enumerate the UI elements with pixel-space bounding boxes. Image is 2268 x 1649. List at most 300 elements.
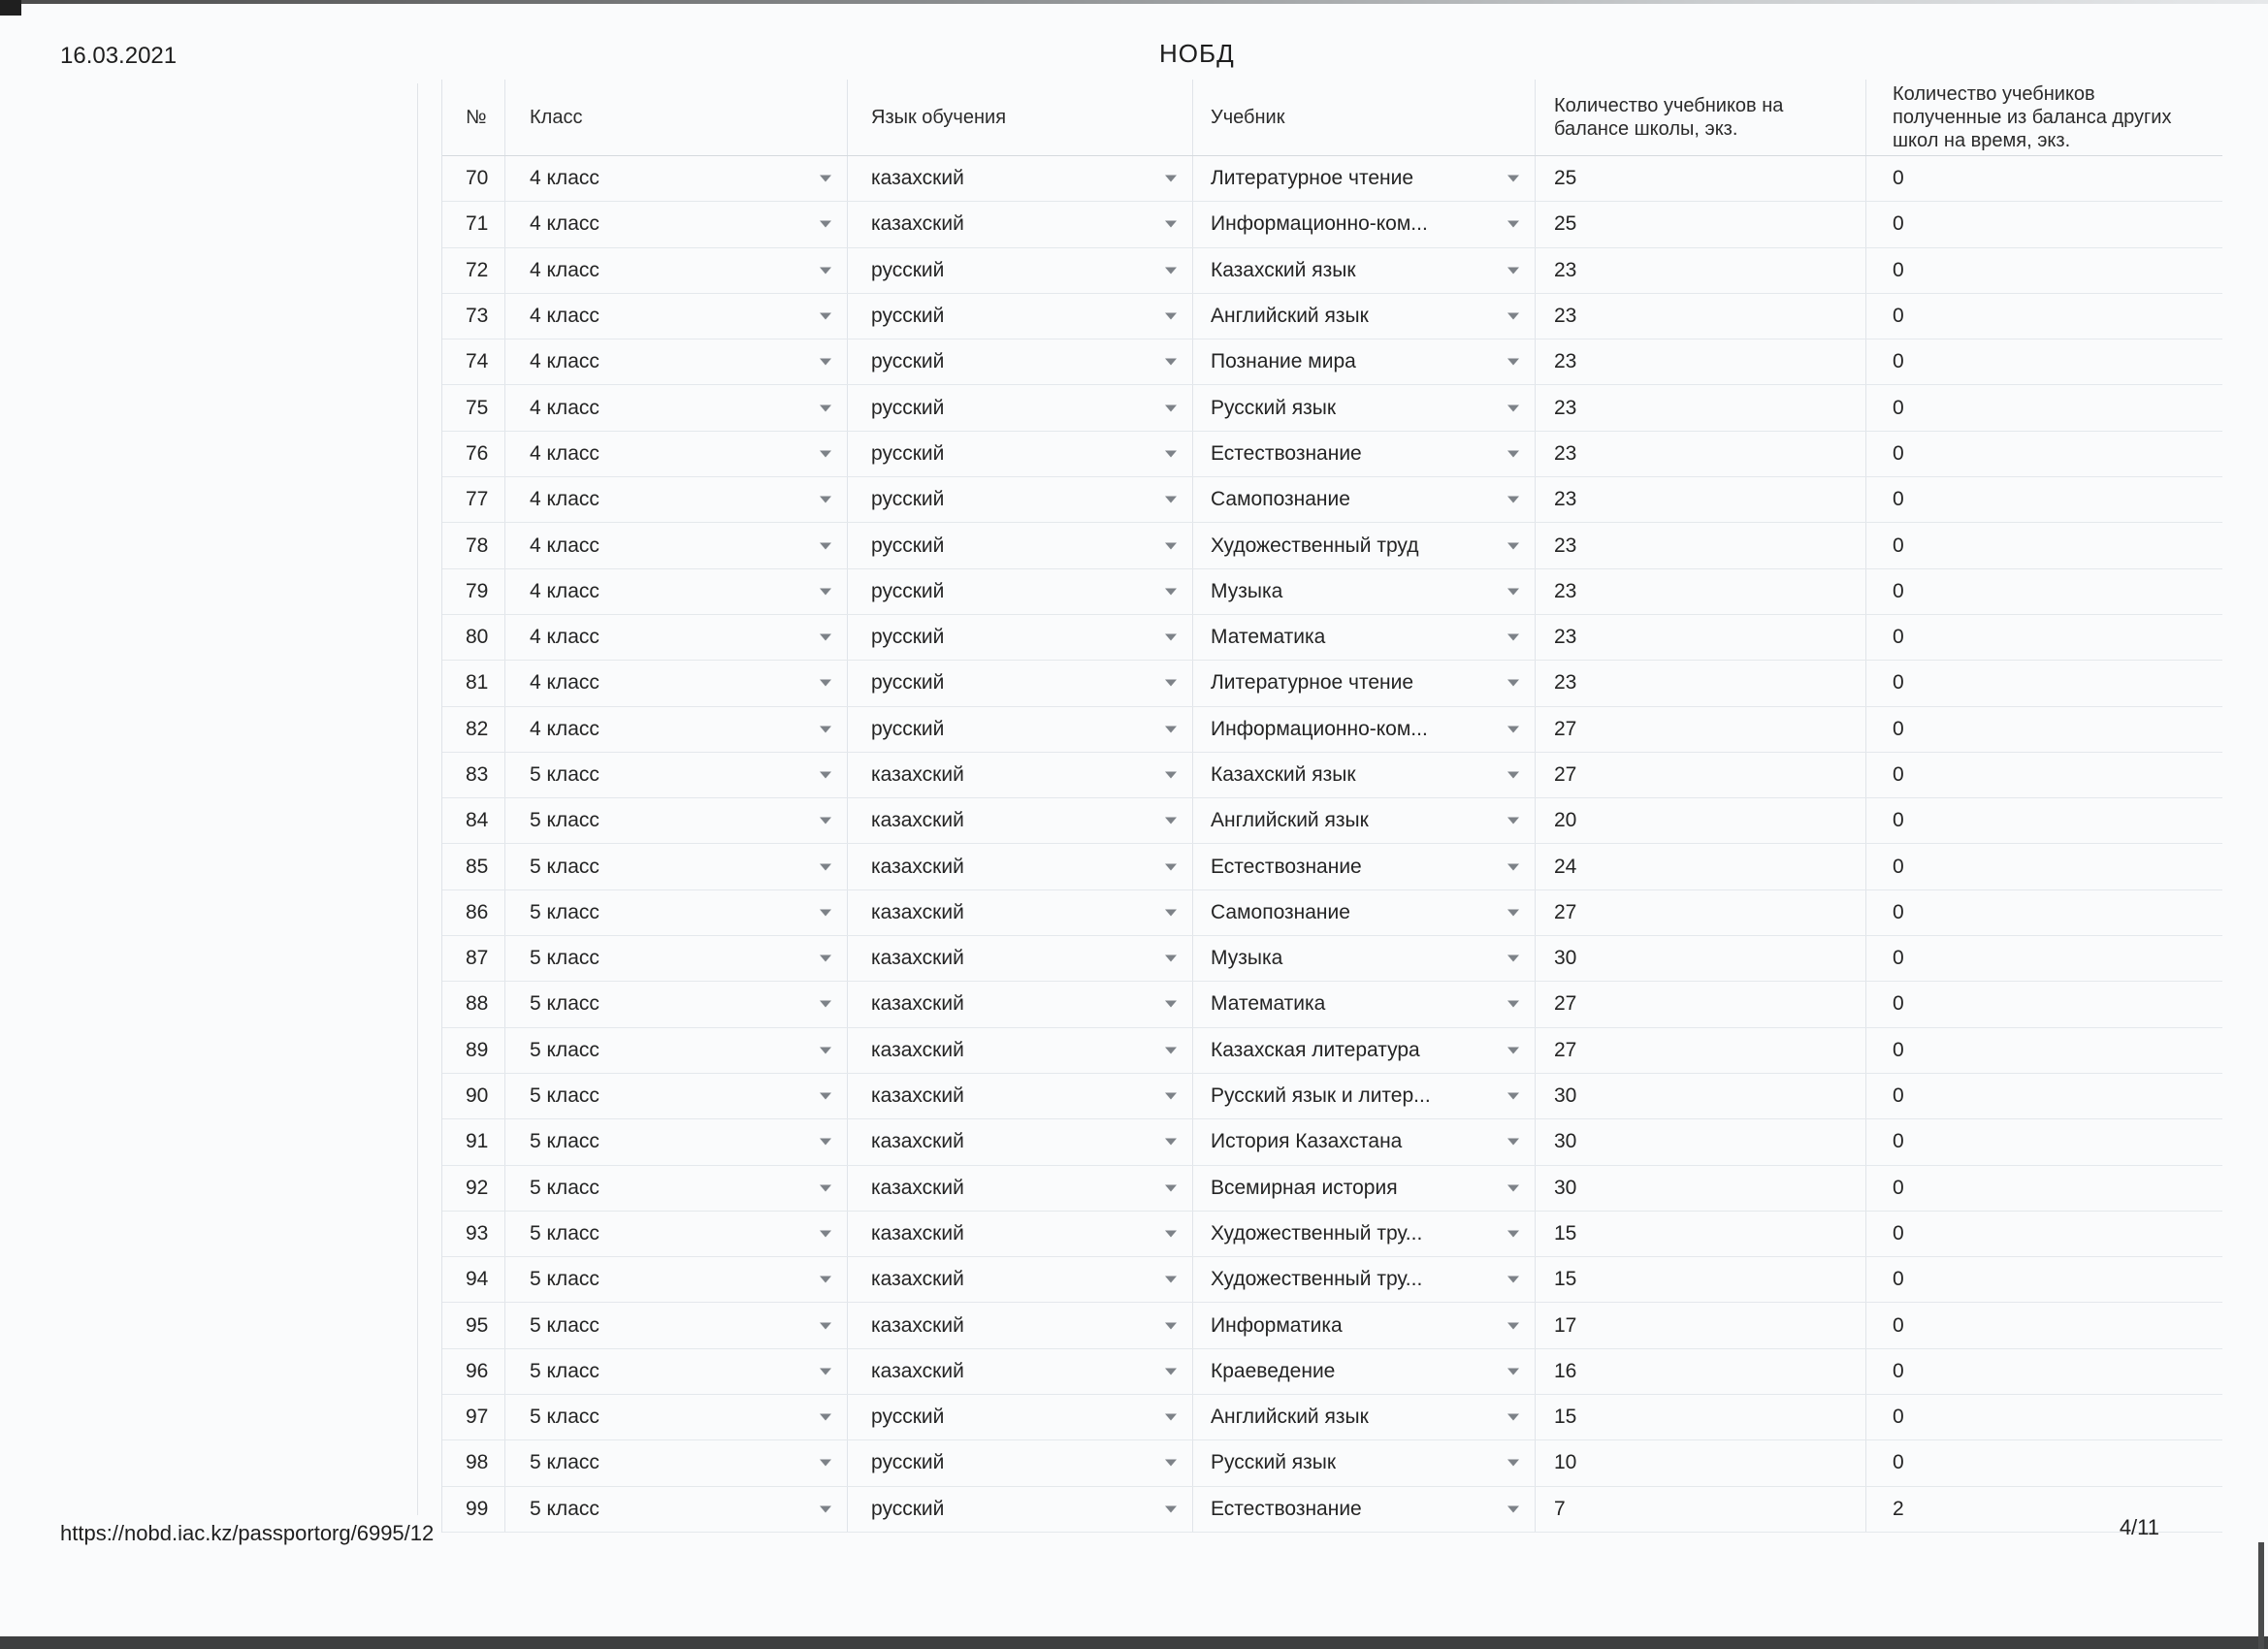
table-row [442,798,2222,844]
language-select[interactable] [848,1074,1193,1118]
received-value: 0 [1893,1130,1904,1153]
header-on-balance: Количество учебников на балансе школы, экз. [1536,80,1866,155]
class-value: 5 класс [530,992,599,1016]
textbook-select[interactable] [1193,707,1536,752]
language-value: русский [871,396,945,419]
textbook-select[interactable] [1193,1349,1536,1394]
language-value: казахский [871,1176,964,1199]
received-value: 0 [1893,534,1904,557]
textbook-select[interactable] [1193,1212,1536,1256]
row-number: 80 [442,615,505,660]
table-row [442,1395,2222,1440]
textbook-select[interactable] [1193,1119,1536,1164]
textbook-select[interactable] [1193,798,1536,843]
table-row [442,1074,2222,1119]
row-number: 87 [442,936,505,981]
language-value: казахский [871,1038,964,1061]
chevron-down-icon [1507,450,1519,457]
class-select[interactable] [505,294,848,339]
on-balance-value: 23 [1536,248,1866,293]
scan-top-edge-artifact [0,0,2268,4]
row-number: 94 [442,1257,505,1302]
table-row [442,1166,2222,1212]
language-select[interactable] [848,340,1193,384]
language-value: русский [871,1406,945,1429]
class-select[interactable] [505,1119,848,1164]
language-value: русский [871,534,945,557]
textbook-select[interactable] [1193,615,1536,660]
textbook-value: Музыка [1211,947,1283,970]
chevron-down-icon [1165,1230,1177,1237]
language-select[interactable] [848,385,1193,430]
textbook-select[interactable] [1193,1028,1536,1073]
class-value: 4 класс [530,258,599,281]
class-select[interactable] [505,1074,848,1118]
table-row [442,890,2222,936]
row-number: 85 [442,844,505,889]
chevron-down-icon [1165,1505,1177,1512]
textbook-select[interactable] [1193,248,1536,293]
class-select[interactable] [505,707,848,752]
language-value: казахский [871,212,964,236]
row-number: 73 [442,294,505,339]
language-select[interactable] [848,890,1193,935]
table-row [442,707,2222,753]
chevron-down-icon [1507,1001,1519,1008]
chevron-down-icon [1507,1047,1519,1053]
language-select[interactable] [848,798,1193,843]
language-select[interactable] [848,1212,1193,1256]
scan-corner-artifact [0,0,21,16]
language-value: казахский [871,763,964,786]
language-select[interactable] [848,844,1193,889]
textbook-value: Самопознание [1211,488,1350,511]
table-row [442,248,2222,294]
chevron-down-icon [1165,818,1177,824]
class-select[interactable] [505,1028,848,1073]
chevron-down-icon [820,221,831,228]
language-select[interactable] [848,982,1193,1026]
language-value: казахский [871,1130,964,1153]
language-value: русский [871,626,945,649]
textbook-select[interactable] [1193,1257,1536,1302]
language-value: русский [871,579,945,602]
language-select[interactable] [848,661,1193,705]
table-row [442,523,2222,568]
chevron-down-icon [1507,909,1519,916]
chevron-down-icon [1165,1139,1177,1146]
chevron-down-icon [820,1047,831,1053]
received-value: 0 [1893,763,1904,786]
language-select[interactable] [848,1395,1193,1439]
textbook-select[interactable] [1193,432,1536,476]
language-select[interactable] [848,1166,1193,1211]
page-title: НОБД [1159,39,1235,68]
received-value: 0 [1893,396,1904,419]
chevron-down-icon [1507,497,1519,503]
language-select[interactable] [848,294,1193,339]
textbook-select[interactable] [1193,523,1536,567]
class-select[interactable] [505,890,848,935]
chevron-down-icon [820,1322,831,1329]
table-row [442,569,2222,615]
language-select[interactable] [848,248,1193,293]
row-number: 93 [442,1212,505,1256]
table-row [442,432,2222,477]
language-select[interactable] [848,432,1193,476]
class-value: 4 класс [530,167,599,190]
chevron-down-icon [1165,542,1177,549]
class-value: 4 класс [530,305,599,328]
on-balance-value: 15 [1536,1212,1866,1256]
class-select[interactable] [505,248,848,293]
class-select[interactable] [505,844,848,889]
row-number: 71 [442,202,505,246]
on-balance-value: 7 [1536,1487,1866,1532]
chevron-down-icon [1507,1414,1519,1421]
textbooks-table [441,80,2222,1533]
row-number: 98 [442,1440,505,1485]
class-select[interactable] [505,1349,848,1394]
chevron-down-icon [1165,588,1177,595]
on-balance-value: 15 [1536,1257,1866,1302]
class-value: 4 класс [530,717,599,740]
class-value: 5 класс [530,1176,599,1199]
on-balance-value: 23 [1536,661,1866,705]
class-value: 5 класс [530,900,599,923]
language-select[interactable] [848,1119,1193,1164]
chevron-down-icon [1507,542,1519,549]
received-value: 0 [1893,258,1904,281]
class-select[interactable] [505,798,848,843]
chevron-down-icon [1507,404,1519,411]
class-select[interactable] [505,432,848,476]
class-select[interactable] [505,753,848,797]
textbook-select[interactable] [1193,1395,1536,1439]
header-language: Язык обучения [848,80,1193,155]
on-balance-value: 20 [1536,798,1866,843]
received-value: 0 [1893,167,1904,190]
class-select[interactable] [505,156,848,201]
language-value: казахский [871,992,964,1016]
textbook-select[interactable] [1193,202,1536,246]
received-value: 0 [1893,809,1904,832]
table-row [442,1440,2222,1486]
language-select[interactable] [848,707,1193,752]
class-value: 5 класс [530,1221,599,1245]
textbook-value: Познание мира [1211,350,1356,373]
language-select[interactable] [848,477,1193,522]
chevron-down-icon [1165,726,1177,732]
chevron-down-icon [1507,634,1519,641]
table-row [442,936,2222,982]
textbook-select[interactable] [1193,569,1536,614]
row-number: 79 [442,569,505,614]
textbook-select[interactable] [1193,1303,1536,1347]
chevron-down-icon [1507,863,1519,870]
language-select[interactable] [848,615,1193,660]
row-number: 96 [442,1349,505,1394]
class-select[interactable] [505,615,848,660]
textbook-value: Художественный тру... [1211,1221,1423,1245]
class-select[interactable] [505,1487,848,1532]
textbook-select[interactable] [1193,982,1536,1026]
chevron-down-icon [820,680,831,687]
textbook-select[interactable] [1193,1487,1536,1532]
header-textbook: Учебник [1193,80,1536,155]
textbook-select[interactable] [1193,385,1536,430]
textbook-select[interactable] [1193,1074,1536,1118]
on-balance-value: 10 [1536,1440,1866,1485]
chevron-down-icon [820,359,831,366]
textbook-select[interactable] [1193,753,1536,797]
on-balance-value: 23 [1536,294,1866,339]
language-select[interactable] [848,202,1193,246]
chevron-down-icon [1165,772,1177,779]
class-value: 5 класс [530,1406,599,1429]
table-header-row [442,80,2222,156]
language-value: казахский [871,947,964,970]
class-value: 5 класс [530,1497,599,1520]
language-select[interactable] [848,156,1193,201]
textbook-select[interactable] [1193,890,1536,935]
row-number: 91 [442,1119,505,1164]
chevron-down-icon [1507,680,1519,687]
language-value: русский [871,1451,945,1474]
language-select[interactable] [848,569,1193,614]
class-value: 4 класс [530,534,599,557]
class-value: 5 класс [530,1313,599,1337]
textbook-value: Казахский язык [1211,763,1356,786]
received-value: 0 [1893,1084,1904,1108]
textbook-select[interactable] [1193,477,1536,522]
language-value: русский [871,441,945,465]
class-value: 5 класс [530,1038,599,1061]
chevron-down-icon [820,772,831,779]
language-value: казахский [871,855,964,878]
language-select[interactable] [848,1440,1193,1485]
textbook-select[interactable] [1193,294,1536,339]
chevron-down-icon [1165,404,1177,411]
textbook-value: Информационно-ком... [1211,717,1428,740]
received-value: 0 [1893,626,1904,649]
language-select[interactable] [848,523,1193,567]
textbook-value: Казахский язык [1211,258,1356,281]
language-select[interactable] [848,1257,1193,1302]
chevron-down-icon [820,863,831,870]
table-row [442,844,2222,889]
language-select[interactable] [848,753,1193,797]
received-value: 0 [1893,488,1904,511]
class-value: 5 класс [530,1130,599,1153]
class-value: 5 класс [530,855,599,878]
language-select[interactable] [848,1487,1193,1532]
class-value: 5 класс [530,1359,599,1382]
language-value: русский [871,717,945,740]
textbook-value: Естествознание [1211,1497,1362,1520]
on-balance-value: 30 [1536,936,1866,981]
class-value: 4 класс [530,488,599,511]
class-select[interactable] [505,1440,848,1485]
chevron-down-icon [820,1093,831,1100]
class-value: 4 класс [530,579,599,602]
language-select[interactable] [848,1303,1193,1347]
textbook-select[interactable] [1193,936,1536,981]
on-balance-value: 27 [1536,707,1866,752]
chevron-down-icon [1507,588,1519,595]
row-number: 77 [442,477,505,522]
textbook-select[interactable] [1193,156,1536,201]
received-value: 2 [1893,1497,1904,1520]
textbook-value: Математика [1211,992,1326,1016]
table-row [442,385,2222,431]
language-value: казахский [871,1221,964,1245]
language-value: казахский [871,809,964,832]
class-select[interactable] [505,477,848,522]
language-select[interactable] [848,1028,1193,1073]
chevron-down-icon [820,1505,831,1512]
class-select[interactable] [505,385,848,430]
chevron-down-icon [820,1414,831,1421]
row-number: 97 [442,1395,505,1439]
table-body [442,156,2222,1533]
chevron-down-icon [1165,1414,1177,1421]
chevron-down-icon [1165,1368,1177,1374]
row-number: 84 [442,798,505,843]
textbook-value: Художественный труд [1211,534,1419,557]
class-select[interactable] [505,523,848,567]
on-balance-value: 15 [1536,1395,1866,1439]
textbook-value: Математика [1211,626,1326,649]
textbook-select[interactable] [1193,1440,1536,1485]
table-row [442,1257,2222,1303]
class-select[interactable] [505,936,848,981]
textbook-value: Литературное чтение [1211,671,1414,695]
chevron-down-icon [1165,359,1177,366]
received-value: 0 [1893,579,1904,602]
class-select[interactable] [505,1257,848,1302]
received-value: 0 [1893,1359,1904,1382]
chevron-down-icon [820,588,831,595]
received-value: 0 [1893,855,1904,878]
class-select[interactable] [505,661,848,705]
textbook-select[interactable] [1193,1166,1536,1211]
row-number: 78 [442,523,505,567]
header-class: Класс [505,80,848,155]
chevron-down-icon [1165,1460,1177,1467]
chevron-down-icon [820,1460,831,1467]
on-balance-value: 24 [1536,844,1866,889]
language-select[interactable] [848,1349,1193,1394]
table-row [442,294,2222,340]
chevron-down-icon [820,267,831,274]
chevron-down-icon [820,404,831,411]
class-select[interactable] [505,340,848,384]
received-value: 0 [1893,212,1904,236]
received-value: 0 [1893,1268,1904,1291]
class-select[interactable] [505,1166,848,1211]
chevron-down-icon [1165,955,1177,962]
chevron-down-icon [820,176,831,182]
header-received: Количество учебников полученные из баланса других школ на время, экз. [1893,83,2172,151]
chevron-down-icon [1507,1277,1519,1283]
received-value: 0 [1893,1451,1904,1474]
textbook-select[interactable] [1193,844,1536,889]
class-value: 5 класс [530,1268,599,1291]
textbook-value: Русский язык и литер... [1211,1084,1431,1108]
chevron-down-icon [1165,450,1177,457]
class-value: 5 класс [530,947,599,970]
language-value: казахский [871,1084,964,1108]
textbook-value: Естествознание [1211,441,1362,465]
language-value: русский [871,350,945,373]
on-balance-value: 17 [1536,1303,1866,1347]
chevron-down-icon [1165,634,1177,641]
chevron-down-icon [1507,1505,1519,1512]
chevron-down-icon [1507,726,1519,732]
chevron-down-icon [1507,1368,1519,1374]
on-balance-value: 30 [1536,1166,1866,1211]
class-select[interactable] [505,1212,848,1256]
class-value: 4 класс [530,396,599,419]
chevron-down-icon [1507,1322,1519,1329]
on-balance-value: 23 [1536,340,1866,384]
class-select[interactable] [505,202,848,246]
textbook-value: Казахская литература [1211,1038,1420,1061]
chevron-down-icon [820,313,831,320]
source-url: https://nobd.iac.kz/passportorg/6995/12 [60,1521,435,1545]
class-value: 5 класс [530,763,599,786]
class-select[interactable] [505,1395,848,1439]
language-value: казахский [871,1359,964,1382]
row-number: 72 [442,248,505,293]
table-row [442,1119,2222,1165]
textbook-value: Информатика [1211,1313,1343,1337]
textbook-value: Английский язык [1211,809,1369,832]
on-balance-value: 23 [1536,569,1866,614]
chevron-down-icon [1507,221,1519,228]
row-number: 83 [442,753,505,797]
textbook-select[interactable] [1193,340,1536,384]
chevron-down-icon [1165,221,1177,228]
on-balance-value: 23 [1536,477,1866,522]
class-select[interactable] [505,569,848,614]
textbook-value: История Казахстана [1211,1130,1403,1153]
textbook-value: Английский язык [1211,305,1369,328]
received-value: 0 [1893,671,1904,695]
language-value: русский [871,1497,945,1520]
received-value: 0 [1893,900,1904,923]
table-row [442,156,2222,202]
class-select[interactable] [505,1303,848,1347]
on-balance-value: 23 [1536,615,1866,660]
chevron-down-icon [820,726,831,732]
chevron-down-icon [1507,1460,1519,1467]
table-row [442,615,2222,661]
chevron-down-icon [1507,267,1519,274]
language-select[interactable] [848,936,1193,981]
class-select[interactable] [505,982,848,1026]
textbook-select[interactable] [1193,661,1536,705]
class-value: 4 класс [530,441,599,465]
chevron-down-icon [1165,863,1177,870]
chevron-down-icon [820,497,831,503]
textbook-value: Музыка [1211,579,1283,602]
table-row [442,1349,2222,1395]
scan-right-edge-artifact [2258,1542,2264,1649]
received-value: 0 [1893,992,1904,1016]
chevron-down-icon [820,1184,831,1191]
